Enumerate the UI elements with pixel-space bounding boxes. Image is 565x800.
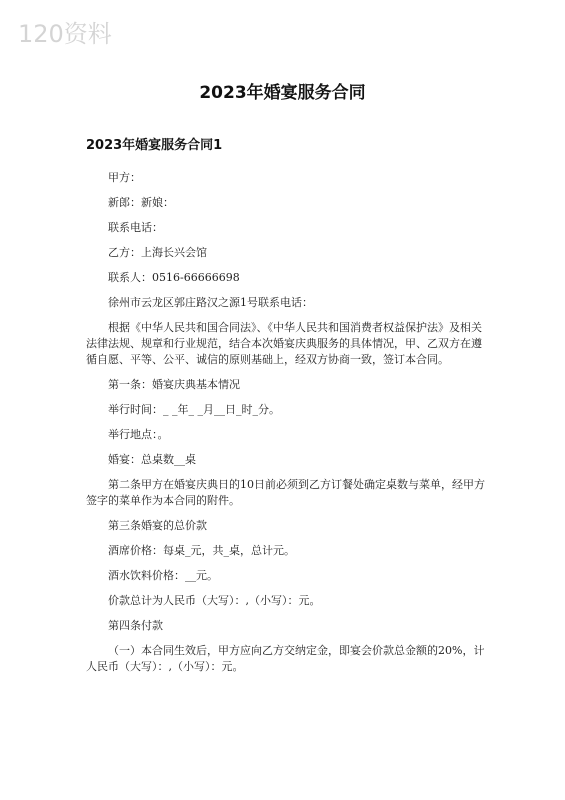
table-price-line: 酒席价格：每桌_元，共_桌，总计元。 (108, 544, 295, 557)
total-price-line: 价款总计为人民币（大写）：,（小写）：元。 (108, 594, 321, 607)
phone-line: 联系电话： (108, 221, 163, 234)
contact-line: 联系人：0516-66666698 (108, 271, 240, 284)
article-4-heading: 第四条付款 (108, 619, 163, 632)
section-heading: 2023年婚宴服务合同1 (86, 138, 223, 153)
article-3-heading: 第三条婚宴的总价款 (108, 519, 207, 532)
article-1-heading: 第一条：婚宴庆典基本情况 (108, 378, 240, 391)
document-title: 2023年婚宴服务合同 (199, 83, 366, 103)
article-2-paragraph: 第二条甲方在婚宴庆典日的10日前必须到乙方订餐处确定桌数与菜单，经甲方签字的菜单作为本合同的附件。 (86, 478, 485, 507)
watermark: 120资料 (18, 20, 112, 48)
event-time-line: 举行时间：_ _年_ _月__日_时_分。 (108, 403, 280, 416)
drinks-price-line: 酒水饮料价格：__元。 (108, 569, 218, 582)
preamble-paragraph: 根据《中华人民共和国合同法》、《中华人民共和国消费者权益保护法》及相关法律法规、规章和行业规范，结合本次婚宴庆典服务的具体情况，甲、乙双方在遵循自愿、平等、公平、诚信的原则基础上，经双方协商一致，签订本合同。 (86, 321, 482, 366)
deposit-paragraph: （一）本合同生效后，甲方应向乙方交纳定金，即宴会价款总金额的20%，计人民币（大写）：,（小写）：元。 (86, 644, 485, 673)
banquet-tables-line: 婚宴：总桌数__桌 (108, 453, 196, 466)
event-place-line: 举行地点：。 (108, 428, 169, 441)
party-a-line: 甲方： (108, 171, 141, 184)
address-line: 徐州市云龙区郭庄路汉之源1号联系电话： (108, 296, 313, 309)
party-b-line: 乙方：上海长兴会馆 (108, 246, 207, 259)
groom-bride-line: 新郎：新娘： (108, 196, 174, 209)
contract-body (86, 170, 492, 684)
